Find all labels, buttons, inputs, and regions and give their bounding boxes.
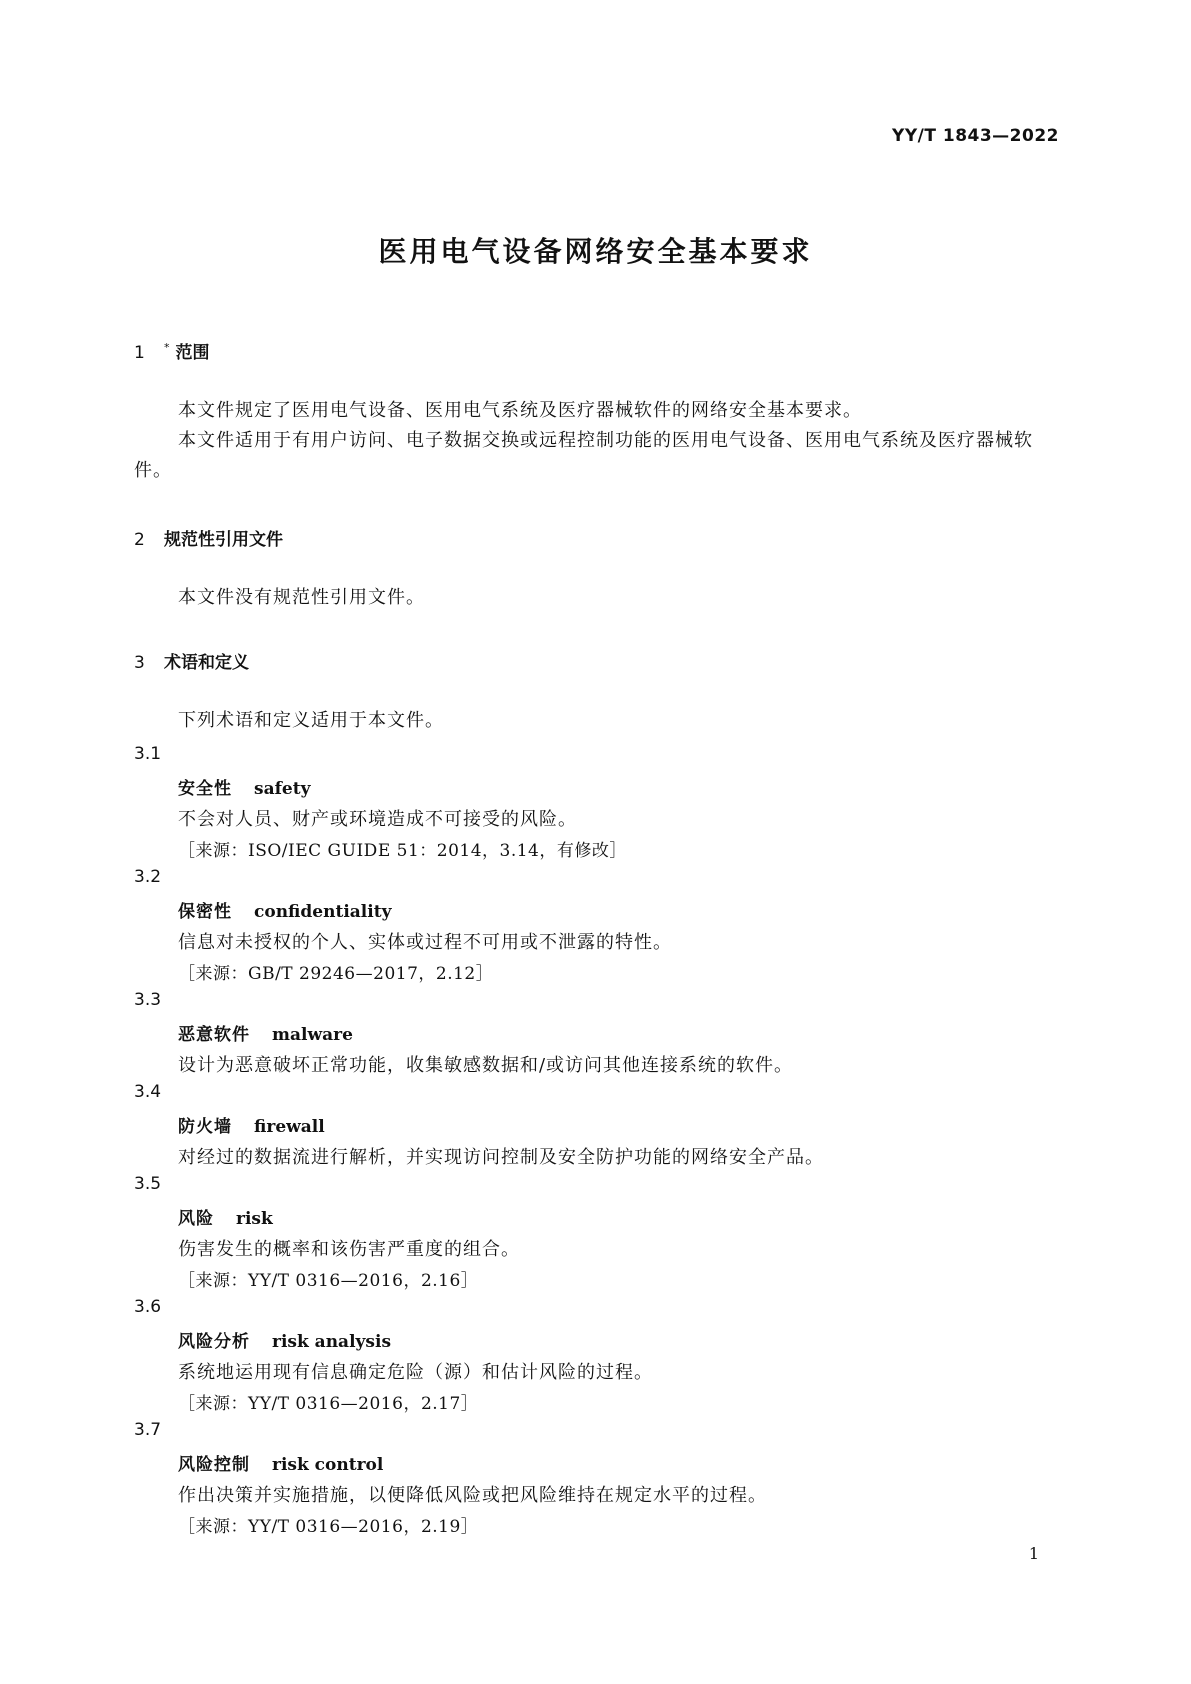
paragraph: 本文件规定了医用电气设备、医用电气系统及医疗器械软件的网络安全基本要求。 bbox=[178, 400, 862, 421]
section-heading-text: 术语和定义 bbox=[164, 653, 249, 673]
term-name bbox=[178, 1327, 391, 1352]
section-heading-text: 规范性引用文件 bbox=[164, 530, 283, 550]
section-heading-scope bbox=[134, 338, 210, 363]
term-definition: 信息对未授权的个人、实体或过程不可用或不泄露的特性。 bbox=[178, 932, 672, 953]
page-number: 1 bbox=[1028, 1544, 1039, 1563]
term-name-zh: 保密性 bbox=[178, 902, 232, 922]
section-number: 2 bbox=[134, 530, 145, 550]
standard-number: YY/T 1843—2022 bbox=[892, 126, 1059, 146]
term-name-zh: 风险 bbox=[178, 1209, 214, 1229]
term-name-en: safety bbox=[254, 779, 311, 799]
term-name-en: risk analysis bbox=[272, 1332, 392, 1352]
section-heading-normative-references bbox=[134, 525, 283, 550]
term-number: 3.7 bbox=[134, 1420, 162, 1440]
term-source: ［来源：YY/T 0316—2016，2.19］ bbox=[178, 1517, 479, 1537]
term-number: 3.4 bbox=[134, 1082, 162, 1102]
term-definition: 系统地运用现有信息确定危险（源）和估计风险的过程。 bbox=[178, 1362, 653, 1383]
term-number: 3.2 bbox=[134, 867, 162, 887]
paragraph: 本文件没有规范性引用文件。 bbox=[178, 587, 425, 608]
term-source: ［来源：YY/T 0316—2016，2.16］ bbox=[178, 1271, 479, 1291]
document-title: 医用电气设备网络安全基本要求 bbox=[378, 235, 813, 268]
term-name-en: confidentiality bbox=[254, 902, 392, 922]
term-name-zh: 安全性 bbox=[178, 779, 232, 799]
term-name bbox=[178, 1204, 273, 1229]
term-name-en: risk bbox=[236, 1209, 273, 1229]
term-name bbox=[178, 1450, 383, 1475]
term-number: 3.6 bbox=[134, 1297, 162, 1317]
section-number: 1 bbox=[134, 343, 145, 363]
term-source: ［来源：YY/T 0316—2016，2.17］ bbox=[178, 1394, 479, 1414]
term-source: ［来源：ISO/IEC GUIDE 51：2014，3.14，有修改］ bbox=[178, 841, 627, 861]
term-definition: 对经过的数据流进行解析，并实现访问控制及安全防护功能的网络安全产品。 bbox=[178, 1147, 824, 1168]
term-number: 3.5 bbox=[134, 1174, 162, 1194]
term-number: 3.3 bbox=[134, 990, 162, 1010]
paragraph: 下列术语和定义适用于本文件。 bbox=[178, 710, 444, 731]
term-name-en: risk control bbox=[272, 1455, 384, 1475]
term-name bbox=[178, 897, 391, 922]
term-name-zh: 风险分析 bbox=[178, 1332, 250, 1352]
term-name bbox=[178, 1020, 353, 1045]
term-definition: 设计为恶意破坏正常功能，收集敏感数据和/或访问其他连接系统的软件。 bbox=[178, 1055, 794, 1076]
term-name-zh: 风险控制 bbox=[178, 1455, 250, 1475]
term-definition: 不会对人员、财产或环境造成不可接受的风险。 bbox=[178, 809, 577, 830]
term-name-zh: 防火墙 bbox=[178, 1117, 232, 1137]
section-mark: * bbox=[164, 341, 170, 355]
section-heading-text: 范围 bbox=[175, 343, 210, 363]
term-name-en: firewall bbox=[254, 1117, 325, 1137]
term-name-zh: 恶意软件 bbox=[178, 1025, 250, 1045]
term-definition: 作出决策并实施措施，以便降低风险或把风险维持在规定水平的过程。 bbox=[178, 1485, 767, 1506]
section-number: 3 bbox=[134, 653, 145, 673]
term-name bbox=[178, 774, 310, 799]
paragraph: 本文件适用于有用户访问、电子数据交换或远程控制功能的医用电气设备、医用电气系统及医疗器械软件。 bbox=[134, 430, 1033, 481]
term-name bbox=[178, 1112, 325, 1137]
term-name-en: malware bbox=[272, 1025, 353, 1045]
section-heading-terms-definitions bbox=[134, 648, 249, 673]
term-number: 3.1 bbox=[134, 744, 162, 764]
term-definition: 伤害发生的概率和该伤害严重度的组合。 bbox=[178, 1239, 520, 1260]
term-source: ［来源：GB/T 29246—2017，2.12］ bbox=[178, 964, 494, 984]
